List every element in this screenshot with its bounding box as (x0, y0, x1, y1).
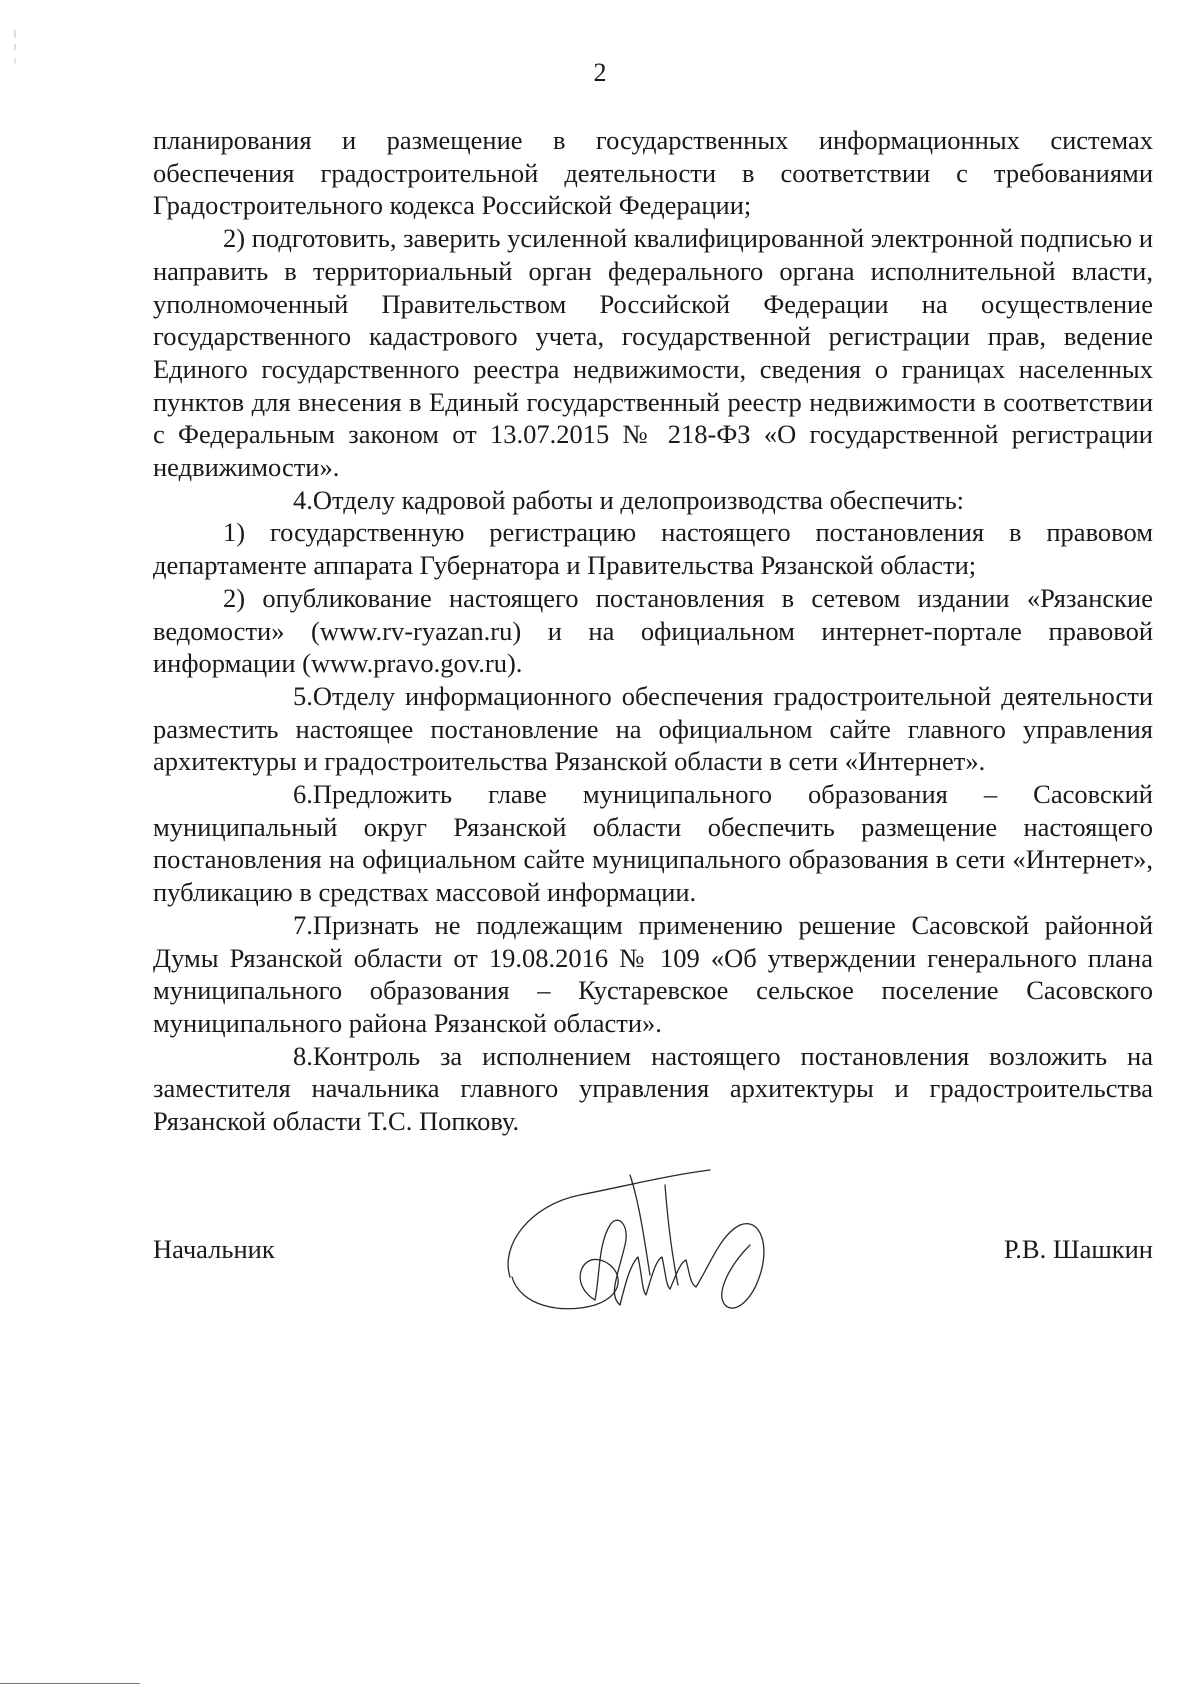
item-8-text: Контроль за исполнением настоящего постановления возложить на заместителя начальника главного управления архитектуры и градостроительства Рязанской области Т.С. Попкову. (153, 1040, 1153, 1137)
subitem-4-2: 2) опубликование настоящего постановления в сетевом издании «Рязанские ведомости» (www.rv-ryazan.ru) и на официальном интернет-портале правовой информации (www.pravo.gov.ru). (153, 582, 1153, 679)
signatory-position: Начальник (153, 1234, 275, 1264)
page-number: 2 (593, 58, 607, 87)
item-4-text: Отделу кадровой работы и делопроизводства обеспечить: (312, 484, 965, 515)
subitem-3-2: 2) подготовить, заверить усиленной квалифицированной электронной подписью и направить в территориальный орган федерального органа исполнительной власти, уполномоченный Правительством Российской Федерации на осуществление государственного кадастрового учета, государственной регистрации прав, ведение Единого государственного реестра недвижимости, сведения о границах населенных пунктов для внесения в Единый государственный реестр недвижимости в соответствии с Федеральным законом от 13.07.2015 № 218-ФЗ «О государственной регистрации недвижимости». (153, 223, 1153, 483)
subitem-4-1: 1) государственную регистрацию настоящего постановления в правовом департаменте аппарата Губернатора и Правительства Рязанской области; (153, 517, 1153, 581)
item-7 (153, 909, 1153, 1040)
item-6 (153, 778, 1153, 909)
paragraph-continuation: планирования и размещение в государственных информационных системах обеспечения градостроительной деятельности в соответствии с требованиями Градостроительного кодекса Российской Федерации; (153, 125, 1153, 221)
handwritten-signature (500, 1165, 820, 1335)
signatory-name: Р.В. Шашкин (1003, 1234, 1153, 1264)
document-body (153, 124, 1153, 1138)
item-7-text: Признать не подлежащим применению решение Сасовской районной Думы Рязанской области от 19.08.2016 № 109 «Об утверждении генерального плана муниципального образования – Кустаревское сельское поселение Сасовского муниципального района Рязанской области». (153, 909, 1153, 1038)
item-8 (153, 1040, 1153, 1138)
item-5 (153, 680, 1153, 778)
item-8-number: 8. (293, 1040, 313, 1071)
bottom-rule (0, 1683, 140, 1684)
item-6-text: Предложить главе муниципального образования – Сасовский муниципальный округ Рязанской области обеспечить размещение настоящего постановления на официальном сайте муниципального образования в сети «Интернет», публикацию в средствах массовой информации. (153, 779, 1153, 908)
item-5-text: Отделу информационного обеспечения градостроительной деятельности разместить настоящее постановление на официальном сайте главного управления архитектуры и градостроительства Рязанской области в сети «Интернет». (153, 680, 1153, 777)
item-5-number: 5. (293, 680, 313, 711)
item-6-number: 6. (293, 779, 313, 810)
item-7-number: 7. (293, 909, 313, 940)
item-4 (153, 484, 1153, 517)
item-4-number: 4. (293, 484, 313, 515)
